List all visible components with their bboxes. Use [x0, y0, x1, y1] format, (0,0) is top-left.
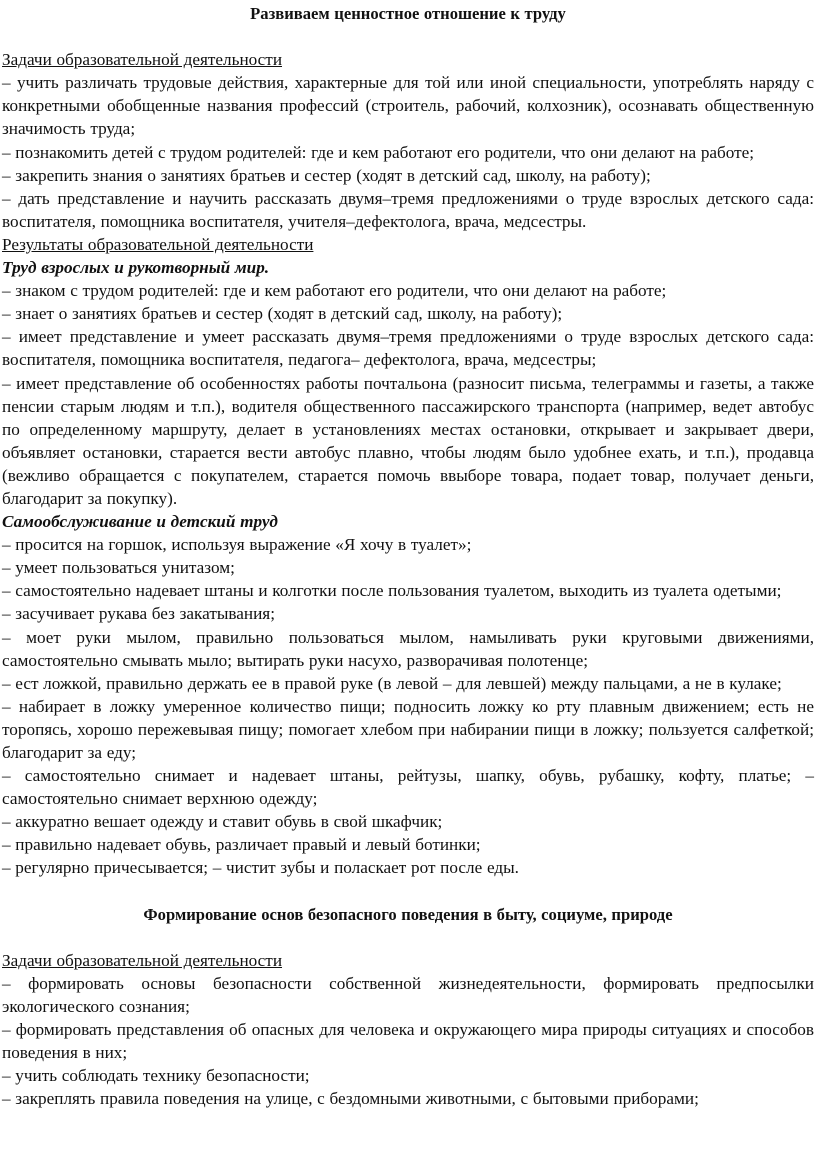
- labor-result-item: – знает о занятиях братьев и сестер (ходят в детский сад, школу, на работу);: [2, 304, 563, 324]
- section1-task-item: – дать представление и научить рассказать двумя–тремя предложениями о труде взрослых детского сада: воспитателя, помощника воспитателя, учителя–дефектолога, врача, медсестры.: [2, 188, 814, 231]
- section1-results-heading: Результаты образовательной деятельности: [2, 234, 314, 254]
- selfcare-result-item: – аккуратно вешает одежду и ставит обувь в свой шкафчик;: [2, 812, 443, 832]
- selfcare-result-item: – самостоятельно надевает штаны и колготки после пользования туалетом, выходить из туалета одетыми;: [2, 581, 782, 601]
- labor-result-item: – знаком с трудом родителей: где и кем работают его родители, что они делают на работе;: [2, 281, 667, 301]
- selfcare-result-item: – умеет пользоваться унитазом;: [2, 558, 235, 578]
- spacer: [2, 880, 814, 903]
- labor-result-item: – имеет представление и умеет рассказать двумя–тремя предложениями о труде взрослых детского сада: воспитателя, помощника воспитателя, педагога– дефектолога, врача, медсестры;: [2, 327, 814, 370]
- section2-task-item: – закреплять правила поведения на улице, с бездомными животными, с бытовыми приборами;: [2, 1089, 699, 1109]
- section1-subheading-labor: Труд взрослых и рукотворный мир.: [2, 258, 270, 278]
- selfcare-result-item: – просится на горшок, используя выражение «Я хочу в туалет»;: [2, 535, 472, 555]
- section1-task-item: – закрепить знания о занятиях братьев и сестер (ходят в детский сад, школу, на работу);: [2, 165, 651, 185]
- selfcare-result-item: – регулярно причесывается; – чистит зубы и поласкает рот после еды.: [2, 858, 519, 878]
- selfcare-result-item: – ест ложкой, правильно держать ее в правой руке (в левой – для левшей) между пальцами, а не в кулаке;: [2, 673, 782, 693]
- section2-task-item: – формировать основы безопасности собственной жизнедеятельности, формировать предпосылки экологического сознания;: [2, 973, 814, 1017]
- section1-title: Развиваем ценностное отношение к труду: [250, 4, 566, 23]
- section2-tasks-heading: Задачи образовательной деятельности: [2, 950, 283, 970]
- spacer: [2, 926, 814, 949]
- selfcare-result-item: – засучивает рукава без закатывания;: [2, 604, 275, 624]
- spacer: [2, 25, 814, 48]
- selfcare-result-item: – правильно надевает обувь, различает правый и левый ботинки;: [2, 835, 481, 855]
- section2-title: Формирование основ безопасного поведения в быту, социуме, природе: [143, 904, 673, 924]
- labor-result-item: – имеет представление об особенностях работы почтальона (разносит письма, телеграммы и газеты, а также пенсии старым людям и т.п.), водителя общественного пассажирского транспорта (например, ведет автобус по определенному маршруту, делает в установлениях местах остановки, открывает и закрывает двери, объявляет остановки, старается вести автобус плавно, чтобы людям было удобнее ехать, и т.п.), продавца (вежливо обращается с покупателем, старается помочь ввыборе товара, подает товар, получает деньги, благодарит за покупку).: [2, 373, 814, 508]
- section1-tasks-heading: Задачи образовательной деятельности: [2, 50, 283, 70]
- section2-task-item: – формировать представления об опасных для человека и окружающего мира природы ситуациях и способов поведения в них;: [2, 1020, 814, 1063]
- selfcare-result-item: – моет руки мылом, правильно пользоваться мылом, намыливать руки круговыми движениями, самостоятельно смывать мыло; вытирать руки насухо, разворачивая полотенце;: [2, 627, 814, 670]
- section1-task-item: – учить различать трудовые действия, характерные для той или иной специальности, употреблять наряду с конкретными обобщенные названия профессий (строитель, рабочий, колхозник), осознавать общественную значимость труда;: [2, 73, 814, 139]
- selfcare-result-item: – набирает в ложку умеренное количество пищи; подносить ложку ко рту плавным движением; есть не торопясь, хорошо пережевывая пищу; помогает хлебом при набирании пищи в ложку; пользуется салфеткой; благодарит за еду;: [2, 696, 814, 762]
- selfcare-result-item: – самостоятельно снимает и надевает штаны, рейтузы, шапку, обувь, рубашку, кофту, платье; – самостоятельно снимает верхнюю одежду;: [2, 766, 814, 809]
- section2-task-item: – учить соблюдать технику безопасности;: [2, 1066, 310, 1086]
- section1-subheading-selfcare: Самообслуживание и детский труд: [2, 512, 278, 532]
- section1-task-item: – познакомить детей с трудом родителей: где и кем работают его родители, что они делают на работе;: [2, 142, 755, 162]
